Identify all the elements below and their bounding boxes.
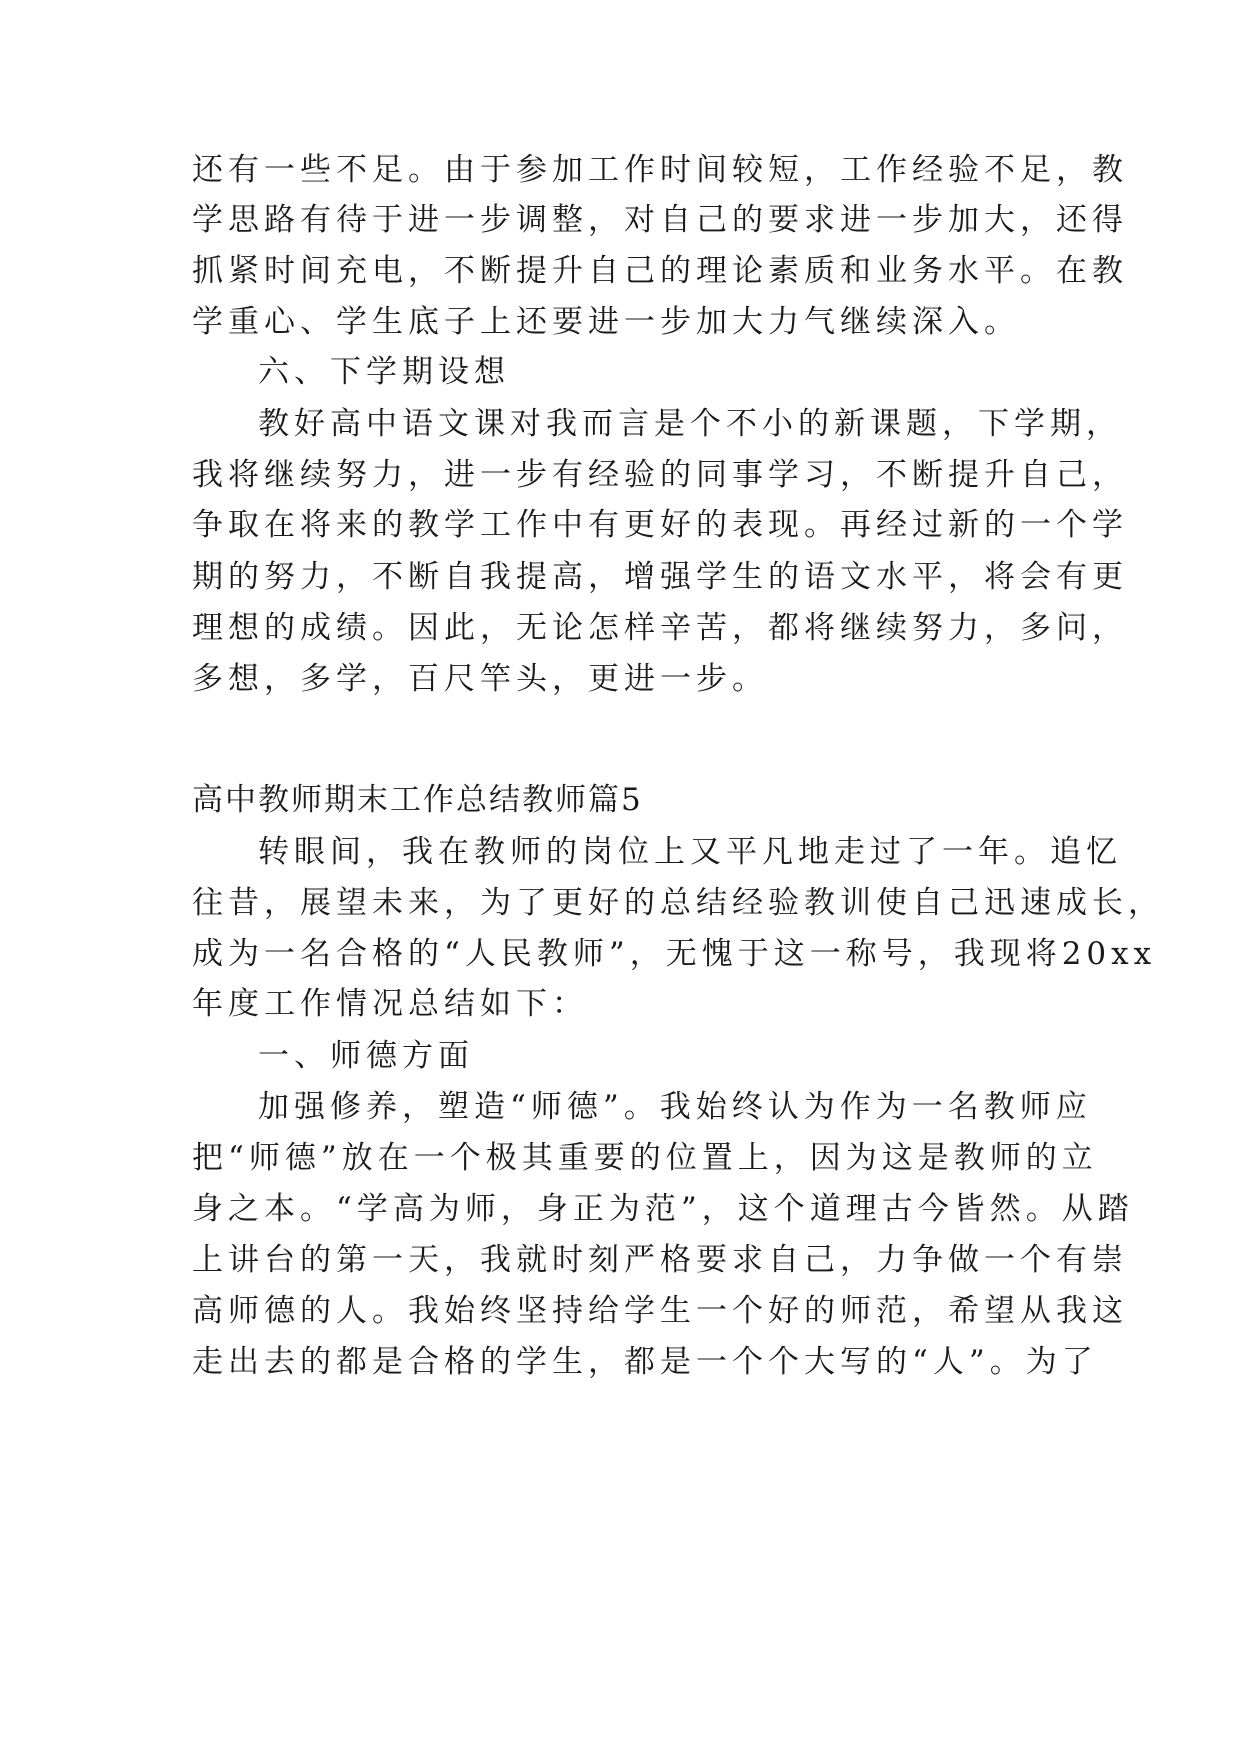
text-line: 抓紧时间充电，不断提升自己的理论素质和业务水平。在教 [192, 253, 1128, 289]
text-line: 走出去的都是合格的学生，都是一个个大写的“人”。为了 [192, 1344, 1098, 1380]
text-line: 高师德的人。我始终坚持给学生一个好的师范，希望从我这 [192, 1293, 1128, 1329]
text-line: 多想，多学，百尺竿头，更进一步。 [192, 661, 768, 697]
text-line: 年度工作情况总结如下： [192, 986, 588, 1022]
text-line: 转眼间，我在教师的岗位上又平凡地走过了一年。追忆 [258, 834, 1122, 870]
text-line: 往昔，展望未来，为了更好的总结经验教训使自己迅速成长， [192, 885, 1164, 921]
text-line: 加强修养，塑造“师德”。我始终认为作为一名教师应 [258, 1089, 1092, 1125]
text-line: 期的努力，不断自我提高，增强学生的语文水平，将会有更 [192, 559, 1128, 595]
text-line: 学思路有待于进一步调整，对自己的要求进一步加大，还得 [192, 202, 1128, 238]
text-line: 成为一名合格的“人民教师”，无愧于这一称号，我现将20xx [192, 936, 1157, 972]
text-line: 把“师德”放在一个极其重要的位置上，因为这是教师的立 [192, 1140, 1098, 1176]
article-title: 高中教师期末工作总结教师篇5 [192, 782, 643, 818]
section-heading: 六、下学期设想 [258, 354, 510, 390]
text-line: 我将继续努力，进一步有经验的同事学习，不断提升自己， [192, 457, 1128, 493]
text-line: 教好高中语文课对我而言是个不小的新课题，下学期， [258, 406, 1122, 442]
text-line: 争取在将来的教学工作中有更好的表现。再经过新的一个学 [192, 507, 1128, 543]
text-line: 理想的成绩。因此，无论怎样辛苦，都将继续努力，多问， [192, 610, 1128, 646]
text-line: 学重心、学生底子上还要进一步加大力气继续深入。 [192, 304, 1020, 340]
text-line: 身之本。“学高为师，身正为范”，这个道理古今皆然。从踏 [192, 1191, 1134, 1227]
text-line: 还有一些不足。由于参加工作时间较短，工作经验不足，教 [192, 152, 1128, 188]
text-line: 上讲台的第一天，我就时刻严格要求自己，力争做一个有崇 [192, 1242, 1128, 1278]
section-heading: 一、师德方面 [258, 1038, 474, 1074]
